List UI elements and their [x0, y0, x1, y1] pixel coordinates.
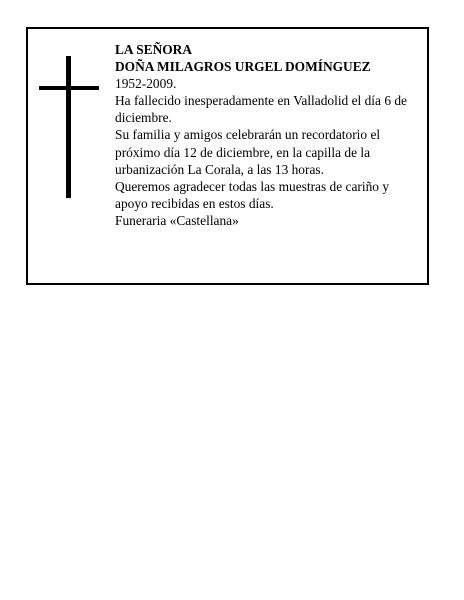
deceased-name: DOÑA MILAGROS URGEL DOMÍNGUEZ	[115, 59, 371, 75]
notice-title: LA SEÑORA	[115, 42, 193, 57]
obituary-notice-box	[26, 27, 429, 285]
funeral-home: Funeraria «Castellana»	[115, 212, 239, 228]
cross-vertical-bar	[66, 56, 71, 198]
thanks-message: Queremos agradecer todas las muestras de cariño y apoyo recibidas en estos días.	[115, 178, 390, 211]
memorial-details: Su familia y amigos celebrarán un recordatorio el próximo día 12 de diciembre, en la capilla de la urbanización La Corala, a las 13 horas.	[115, 127, 381, 177]
life-years: 1952-2009.	[115, 76, 177, 92]
obituary-text	[115, 41, 420, 229]
cross-horizontal-bar	[39, 86, 99, 90]
passing-announcement: Ha fallecido inesperadamente en Valladolid el día 6 de diciembre.	[115, 93, 407, 126]
